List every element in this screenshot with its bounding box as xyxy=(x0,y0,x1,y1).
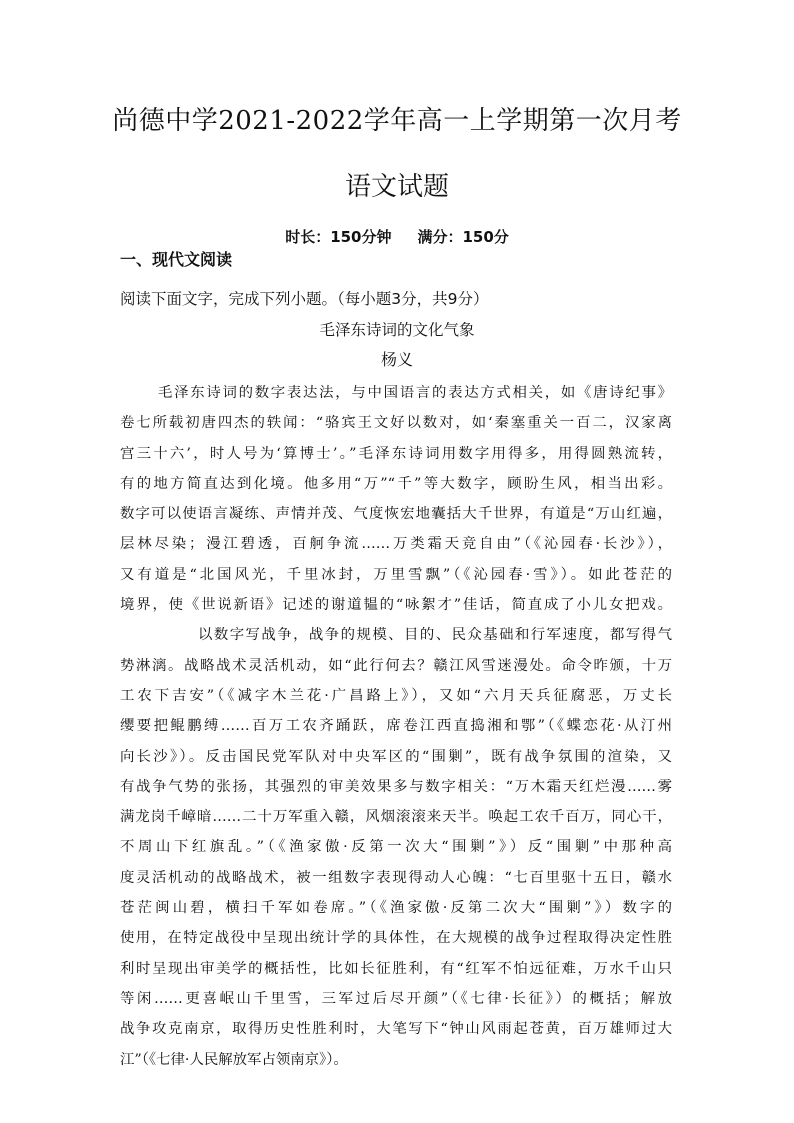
paragraph-line: 又有道是“北国风光，千里冰封，万里雪飘”（《沁园春·雪》）。如此苍茫的 xyxy=(120,566,672,583)
paragraph-line: 满龙岗千嶂暗……二十万军重入赣，风烟滚滚来天半。唤起工农千百万，同心干， xyxy=(120,809,672,826)
paragraph-line: 境界，使《世说新语》记述的谢道韫的“咏絮才”佳话，简直成了小儿女把戏。 xyxy=(120,597,672,614)
paragraph-line: 势淋漓。战略战术灵活机动，如“此行何去？赣江风雪迷漫处。命令昨颁，十万 xyxy=(120,657,672,674)
exam-subtitle: 语文试题 xyxy=(344,172,449,202)
paragraph-line: 有战争气势的张扬，其强烈的审美效果多与数字相关：“万木霜天红烂漫……雾 xyxy=(120,778,672,795)
paragraph-line: 度灵活机动的战略战术，被一组数字表现得动人心魄：“七百里驱十五日，赣水 xyxy=(120,869,672,886)
paragraph-line: 以数字写战争，战争的规模、目的、民众基础和行军速度，都写得气 xyxy=(198,627,672,644)
paragraph-line: 卷七所载初唐四杰的轶闻：“骆宾王文好以数对，如‘秦塞重关一百二，汉家离 xyxy=(120,415,672,432)
article-author: 杨义 xyxy=(380,350,413,369)
paragraph-line: 数字可以使语言凝练、声情并茂、气度恢宏地囊括大千世界，有道是“万山红遍， xyxy=(120,506,672,523)
article-body xyxy=(120,378,672,1075)
section-instruction: 阅读下面文字，完成下列小题。（每小题3分，共9分） xyxy=(120,290,489,308)
paragraph-line: 不周山下红旗乱。”（《渔家傲·反第一次大“围剿”》）反“围剿”中那种高 xyxy=(120,839,672,856)
paragraph-line: 缨要把鲲鹏缚……百万工农齐踊跃，席卷江西直捣湘和鄂”（《蝶恋花·从汀州 xyxy=(120,718,672,735)
paragraph-line: 有的地方简直达到化境。他多用“万”“千”等大数字，顾盼生风，相当出彩。 xyxy=(120,475,672,492)
paragraph-line: 使用，在特定战役中呈现出统计学的具体性，在大规模的战争过程取得决定性胜 xyxy=(120,930,672,947)
score-text: 满分：150分 xyxy=(417,228,509,246)
duration-text: 时长：150分钟 xyxy=(285,228,392,246)
paragraph-line: 层林尽染；漫江碧透，百舸争流……万类霜天竞自由”（《沁园春·长沙》）， xyxy=(120,536,672,553)
exam-meta xyxy=(0,226,794,247)
article-title: 毛泽东诗词的文化气象 xyxy=(319,321,475,339)
paragraph-line: 利时呈现出审美学的概括性，比如长征胜利，有“红军不怕远征难，万水千山只 xyxy=(120,960,672,977)
paragraph-line: 宫三十六’，时人号为‘算博士’。”毛泽东诗词用数字用得多，用得圆熟流转， xyxy=(120,445,672,462)
section-heading: 一、现代文阅读 xyxy=(120,250,233,269)
paragraph-line: 苍茫闽山碧，横扫千军如卷席。”（《渔家傲·反第二次大“围剿”》）数字的 xyxy=(120,900,672,917)
exam-title: 尚德中学2021-2022学年高一上学期第一次月考 xyxy=(112,106,682,136)
paragraph-line: 工农下吉安”（《减字木兰花·广昌路上》），又如“六月天兵征腐恶，万丈长 xyxy=(120,687,672,704)
paragraph-line: 向长沙》）。反击国民党军队对中央军区的“围剿”，既有战争氛围的渲染，又 xyxy=(120,748,672,765)
paragraph-line: 等闲……更喜岷山千里雪，三军过后尽开颜”（《七律·长征》）的概括；解放 xyxy=(120,990,672,1007)
paragraph-line: 毛泽东诗词的数字表达法，与中国语言的表达方式相关，如《唐诗纪事》 xyxy=(158,385,672,401)
paragraph-line: 江”（《七律·人民解放军占领南京》）。 xyxy=(120,1051,348,1068)
paragraph-line: 战争攻克南京，取得历史性胜利时，大笔写下“钟山风雨起苍黄，百万雄师过大 xyxy=(120,1021,672,1038)
